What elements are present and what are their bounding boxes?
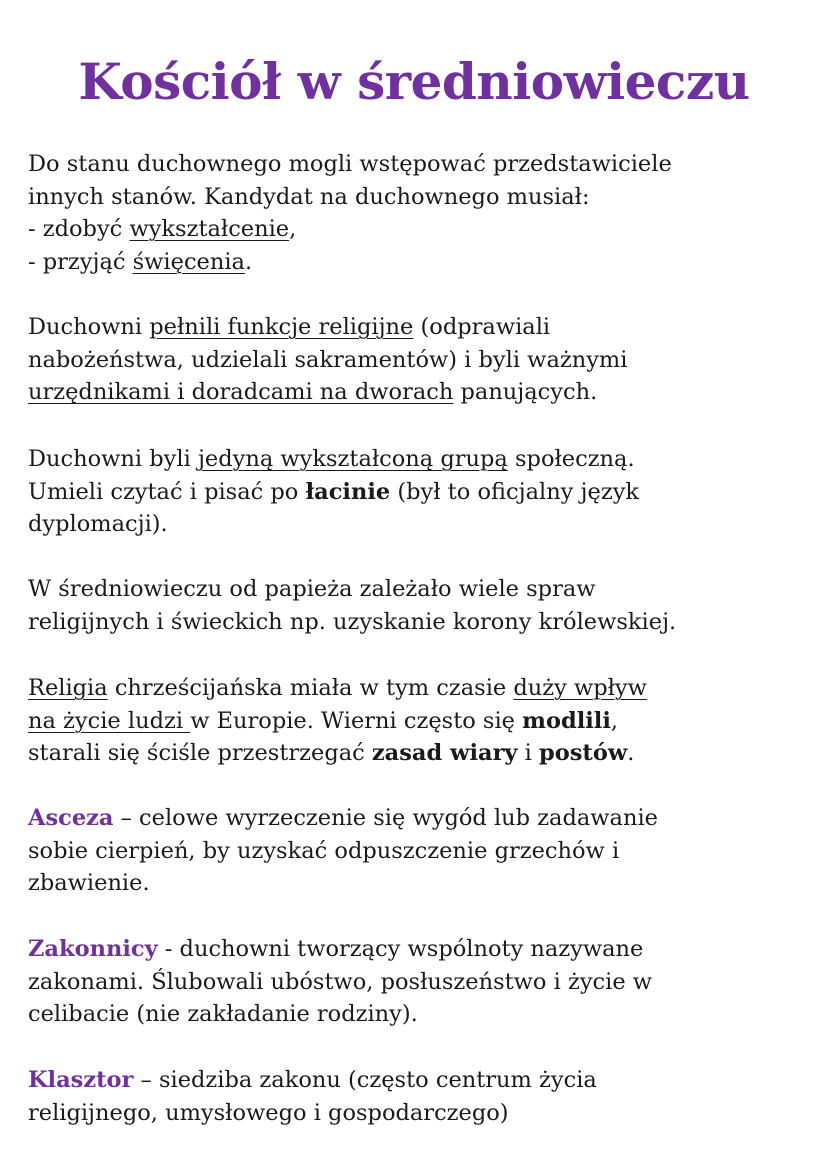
bold-text: zasad wiary <box>371 740 518 766</box>
text-line: Duchowni pełnili funkcje religijne (odprawiali <box>28 314 551 340</box>
text-line: Klasztor – siedziba zakonu (często centrum życia <box>28 1067 597 1093</box>
text-line: Zakonnicy - duchowni tworzący wspólnoty nazywane <box>28 936 644 962</box>
paragraph-religion <box>28 672 808 770</box>
underlined-text: jedyną wykształconą grupą <box>197 446 508 472</box>
paragraph-clergy-functions <box>28 311 808 409</box>
term-zakonnicy: Zakonnicy <box>28 936 158 962</box>
text-line: Religia chrześcijańska miała w tym czasie duży wpływ <box>28 675 647 701</box>
term-asceza: Asceza <box>28 805 114 831</box>
definition-zakonnicy <box>28 933 808 1031</box>
text-line: Duchowni byli jedyną wykształconą grupą społeczną. <box>28 446 635 472</box>
text-line: religijnego, umysłowego i gospodarczego) <box>28 1099 509 1126</box>
text-line: starali się ściśle przestrzegać zasad wiary i postów. <box>28 740 635 766</box>
text-line: innych stanów. Kandydat na duchownego musiał: <box>28 183 590 210</box>
paragraph-educated-group <box>28 443 808 541</box>
underlined-text: duży wpływ <box>513 675 647 701</box>
bold-text: modlili <box>522 707 611 734</box>
underlined-text: święcenia <box>132 248 245 275</box>
bold-text: łacinie <box>305 478 391 505</box>
page-title: Kościół w średniowieczu <box>78 52 750 111</box>
text-line: na życie ludzi w Europie. Wierni często się modlili, <box>28 707 619 734</box>
text-line: - zdobyć wykształcenie, <box>28 216 297 242</box>
underlined-text: na życie ludzi <box>28 707 191 734</box>
text-line: urzędnikami i doradcami na dworach panujących. <box>28 379 598 405</box>
definition-asceza <box>28 802 808 900</box>
text-line: dyplomacji). <box>28 511 168 537</box>
term-klasztor: Klasztor <box>28 1067 134 1093</box>
text-line: Asceza – celowe wyrzeczenie się wygód lub zadawanie <box>28 805 658 831</box>
text-line: Umieli czytać i pisać po łacinie (był to oficjalny język <box>28 478 640 505</box>
underlined-text: Religia <box>28 675 108 701</box>
text-line: zbawienie. <box>28 870 150 896</box>
paragraph-clergy-requirements <box>28 148 808 278</box>
text-line: nabożeństwa, udzielali sakramentów) i byli ważnymi <box>28 346 628 373</box>
underlined-text: wykształcenie <box>129 216 290 242</box>
text-line: zakonami. Ślubowali ubóstwo, posłuszeństwo i życie w <box>28 968 653 995</box>
text-line: - przyjąć święcenia. <box>28 248 253 275</box>
bold-text: postów <box>539 740 628 766</box>
text-line: Do stanu duchownego mogli wstępować przedstawiciele <box>28 151 672 177</box>
definition-klasztor <box>28 1064 808 1129</box>
text-line: religijnych i świeckich np. uzyskanie korony królewskiej. <box>28 608 677 635</box>
text-line: sobie cierpień, by uzyskać odpuszczenie grzechów i <box>28 837 620 864</box>
text-line: celibacie (nie zakładanie rodziny). <box>28 1001 418 1027</box>
underlined-text: pełnili funkcje religijne <box>149 314 414 340</box>
underlined-text: urzędnikami i doradcami na dworach <box>28 379 454 405</box>
text-line: W średniowieczu od papieża zależało wiele spraw <box>28 576 596 602</box>
paragraph-pope <box>28 573 808 638</box>
